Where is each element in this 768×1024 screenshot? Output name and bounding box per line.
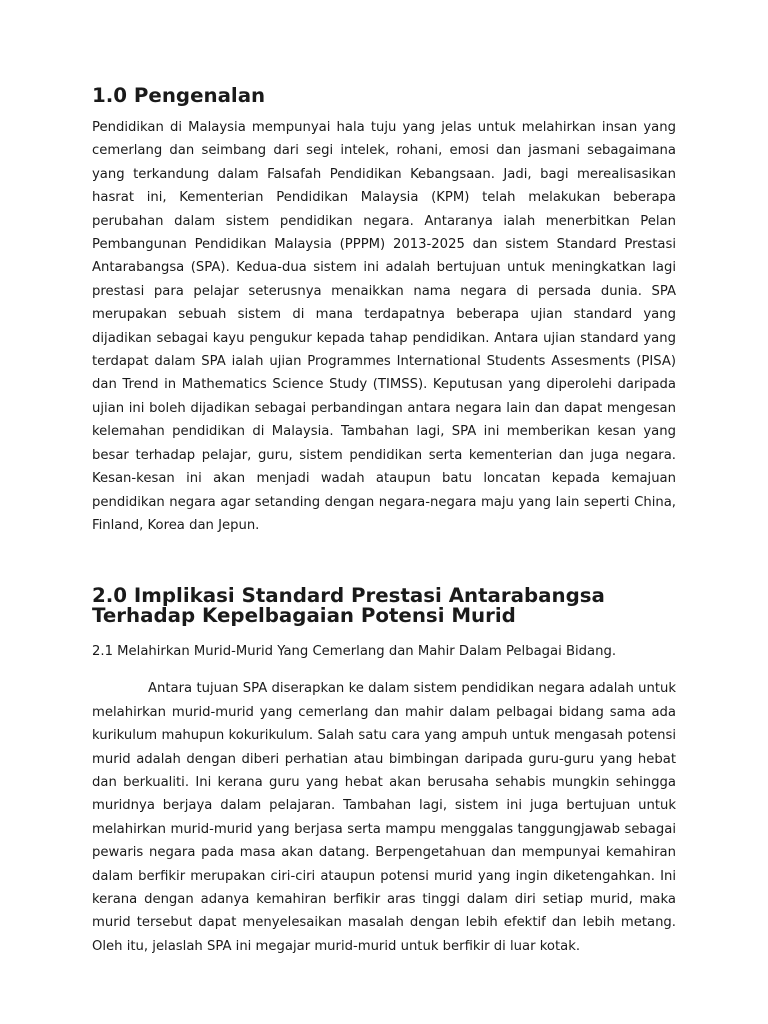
section-heading-implications: 2.0 Implikasi Standard Prestasi Antarabangsa Terhadap Kepelbagaian Potensi Murid: [92, 584, 605, 628]
subsection-paragraph: Antara tujuan SPA diserapkan ke dalam sistem pendidikan negara adalah untuk melahirkan murid-murid yang cemerlang dan mahir dalam pelbagai bidang sama ada kurikulum mahupun kokurikulum. Salah satu cara yang ampuh untuk mengasah potensi murid adalah dengan diberi perhatian atau bimbingan daripada guru-guru yang hebat dan berkualiti. Ini kerana guru yang hebat akan berusaha sehabis mungkin sehingga muridnya berjaya dalam pelajaran. Tambahan lagi, sistem ini juga bertujuan untuk melahirkan murid-murid yang berjasa serta mampu menggalas tanggungjawab sebagai pewaris negara pada masa akan datang. Berpengetahuan dan mempunyai kemahiran dalam berfikir merupakan ciri-ciri ataupun potensi murid yang ingin diketengahkan. Ini kerana dengan adanya kemahiran berfikir aras tinggi dalam diri setiap murid, maka murid tersebut dapat menyelesaikan masalah dengan lebih efektif dan lebih metang. Oleh itu, jelaslah SPA ini megajar murid-murid untuk berfikir di luar kotak.: [92, 681, 676, 954]
subsection-heading: 2.1 Melahirkan Murid-Murid Yang Cemerlang dan Mahir Dalam Pelbagai Bidang.: [92, 644, 617, 660]
section-heading-introduction: 1.0 Pengenalan: [92, 84, 266, 107]
introduction-paragraph: Pendidikan di Malaysia mempunyai hala tuju yang jelas untuk melahirkan insan yang cemerlang dan seimbang dari segi intelek, rohani, emosi dan jasmani sebagaimana yang terkandung dalam Falsafah Pendidikan Kebangsaan. Jadi, bagi merealisasikan hasrat ini, Kementerian Pendidikan Malaysia (KPM) telah melakukan beberapa perubahan dalam sistem pendidikan negara. Antaranya ialah menerbitkan Pelan Pembangunan Pendidikan Malaysia (PPPM) 2013-2025 dan sistem Standard Prestasi Antarabangsa (SPA). Kedua-dua sistem ini adalah bertujuan untuk meningkatkan lagi prestasi para pelajar seterusnya menaikkan nama negara di persada dunia. SPA merupakan sebuah sistem di mana terdapatnya beberapa ujian standard yang dijadikan sebagai kayu pengukur kepada tahap pendidikan. Antara ujian standard yang terdapat dalam SPA ialah ujian Programmes International Students Assesments (PISA) dan Trend in Mathematics Science Study (TIMSS). Keputusan yang diperolehi daripada ujian ini boleh dijadikan sebagai perbandingan antara negara lain dan dapat mengesan kelemahan pendidikan di Malaysia. Tambahan lagi, SPA ini memberikan kesan yang besar terhadap pelajar, guru, sistem pendidikan serta kementerian dan juga negara. Kesan-kesan ini akan menjadi wadah ataupun batu loncatan kepada kemajuan pendidikan negara agar setanding dengan negara-negara maju yang lain seperti China, Finland, Korea dan Jepun.: [92, 120, 676, 533]
